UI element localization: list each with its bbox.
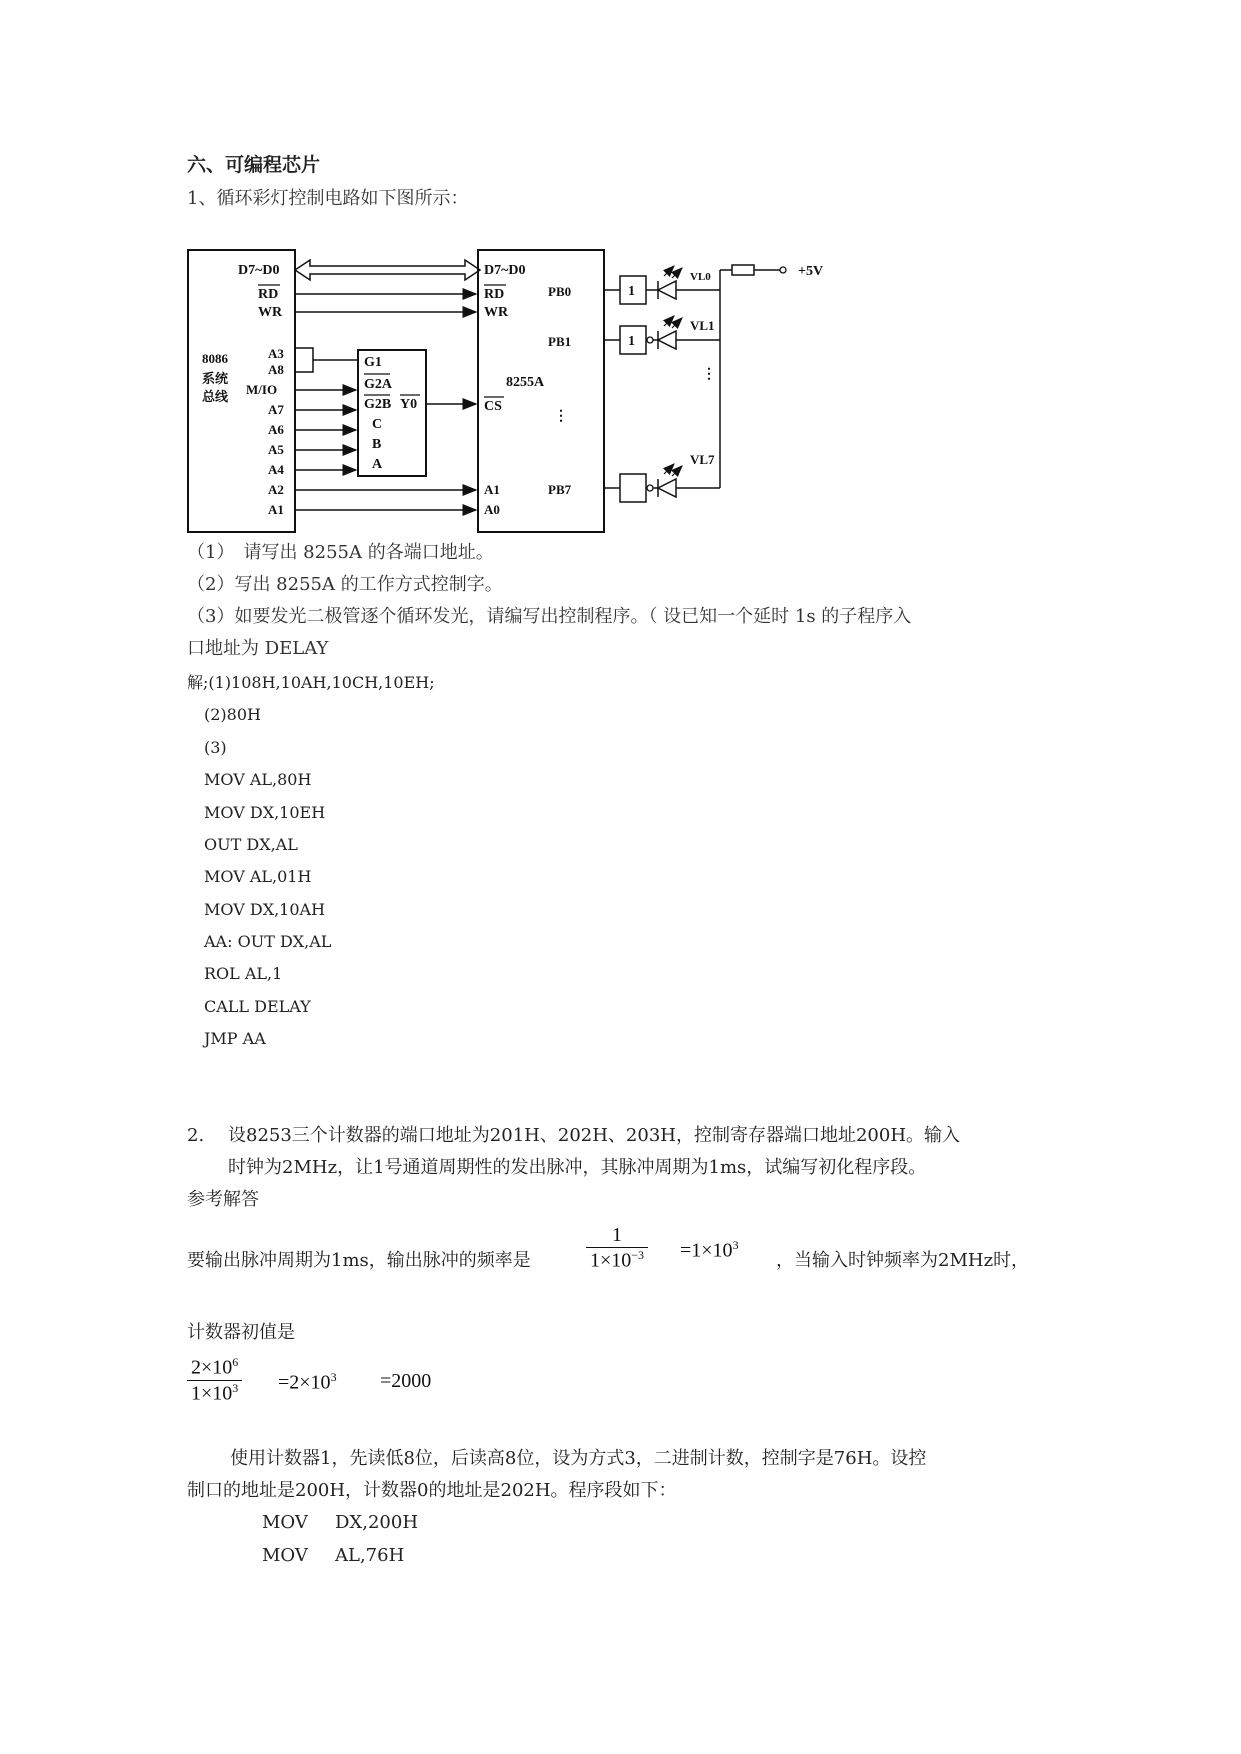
q2-code-op: MOV bbox=[262, 1512, 308, 1533]
freq-prefix: 要输出脉冲周期为1ms，输出脉冲的频率是 bbox=[187, 1250, 531, 1271]
bus-name-1: 8086 bbox=[202, 351, 228, 366]
led-1 bbox=[658, 316, 682, 349]
ppi-a1-label: A1 bbox=[484, 482, 500, 497]
q2-code-args: AL,76H bbox=[335, 1545, 405, 1566]
port-pb0: PB0 bbox=[548, 284, 572, 299]
led-0-label: VL0 bbox=[690, 271, 711, 283]
ppi-cs-label: CS bbox=[484, 399, 502, 414]
q1-answer-1: 解;(1)108H,10AH,10CH,10EH; bbox=[187, 673, 435, 692]
led-dots: ⋮ bbox=[702, 367, 716, 382]
data-bus-arrow bbox=[295, 260, 480, 280]
buffer-1-label: 1 bbox=[628, 334, 635, 349]
code-line: CALL DELAY bbox=[204, 997, 311, 1016]
ppi-data-label: D7~D0 bbox=[484, 263, 526, 278]
bus-wr-label: WR bbox=[258, 305, 283, 320]
circuit-diagram bbox=[180, 238, 860, 538]
dec-g2a: G2A bbox=[364, 377, 392, 392]
init-fraction bbox=[187, 1355, 242, 1405]
q2-para-2: 制口的地址是200H，计数器0的地址是202H。程序段如下： bbox=[187, 1480, 677, 1501]
buffer-0-label: 1 bbox=[628, 284, 635, 299]
freq-equals-exp: 3 bbox=[732, 1238, 739, 1252]
dec-c: C bbox=[372, 417, 383, 432]
resistor bbox=[732, 265, 754, 275]
q1-question-1: （1） 请写出 8255A 的各端口地址。 bbox=[187, 542, 494, 563]
freq-denominator-exp: −3 bbox=[631, 1248, 645, 1262]
init-label: 计数器初值是 bbox=[187, 1322, 295, 1343]
code-line: MOV AL,01H bbox=[204, 867, 312, 886]
q1-question-3-cont: 口地址为 DELAY bbox=[187, 638, 329, 659]
bus-data-label: D7~D0 bbox=[238, 263, 280, 278]
q2-ref-answer: 参考解答 bbox=[187, 1189, 259, 1210]
pin-a7: A7 bbox=[268, 402, 284, 417]
bus-rd-label: RD bbox=[258, 287, 279, 302]
q1-answer-3: (3) bbox=[204, 738, 227, 757]
led-7-label: VL7 bbox=[690, 452, 715, 467]
bus-name-3: 总线 bbox=[202, 389, 229, 404]
pin-a6: A6 bbox=[268, 422, 284, 437]
freq-equals-text: =1×10 bbox=[680, 1239, 733, 1262]
q2-para-1: 使用计数器1，先读低8位，后读高8位，设为方式3，二进制计数，控制字是76H。设控 bbox=[230, 1448, 927, 1469]
code-line: OUT DX,AL bbox=[204, 835, 298, 854]
q2-code-args: DX,200H bbox=[335, 1512, 419, 1533]
code-line: ROL AL,1 bbox=[204, 964, 283, 983]
q2-code-op: MOV bbox=[262, 1545, 308, 1566]
pin-a1: A1 bbox=[268, 502, 284, 517]
freq-numerator: 1 bbox=[586, 1224, 648, 1248]
code-line: AA: OUT DX,AL bbox=[204, 932, 332, 951]
code-line: MOV AL,80H bbox=[204, 770, 312, 789]
supply-label: +5V bbox=[798, 264, 824, 279]
pin-a3: A3 bbox=[268, 346, 284, 361]
code-line: MOV DX,10AH bbox=[204, 900, 326, 919]
ppi-rd-label: RD bbox=[484, 287, 505, 302]
freq-fraction bbox=[586, 1224, 648, 1273]
dec-b: B bbox=[372, 437, 382, 452]
code-line: MOV DX,10EH bbox=[204, 803, 326, 822]
init-equals-exp: 3 bbox=[330, 1370, 337, 1384]
freq-equals bbox=[680, 1238, 739, 1263]
init-denominator-exp: 3 bbox=[232, 1380, 239, 1395]
init-denominator: 1×10 bbox=[191, 1382, 233, 1405]
port-pb7: PB7 bbox=[548, 482, 572, 497]
ppi-dots: ⋮ bbox=[554, 409, 568, 424]
q2-number: 2. bbox=[187, 1125, 205, 1146]
q1-question-3: （3）如要发光二极管逐个循环发光，请编写出控制程序。（ 设已知一个延时 1s 的子程序入 bbox=[187, 606, 912, 627]
q1-intro: 1、循环彩灯控制电路如下图所示： bbox=[187, 188, 469, 209]
freq-suffix: ，当输入时钟频率为2MHz时， bbox=[776, 1250, 1030, 1271]
section-title: 六、可编程芯片 bbox=[187, 154, 321, 176]
q1-question-2: （2）写出 8255A 的工作方式控制字。 bbox=[187, 574, 503, 595]
ppi-wr-label: WR bbox=[484, 305, 509, 320]
pin-a4: A4 bbox=[268, 462, 284, 477]
init-result: =2000 bbox=[380, 1370, 432, 1392]
bus-name-2: 系统 bbox=[202, 371, 229, 386]
pin-a8: A8 bbox=[268, 362, 284, 377]
dec-y0: Y0 bbox=[400, 397, 418, 412]
init-numerator: 2×10 bbox=[191, 1356, 233, 1379]
led-7 bbox=[658, 464, 682, 497]
init-numerator-exp: 6 bbox=[232, 1355, 239, 1369]
init-equals-text: =2×10 bbox=[278, 1371, 331, 1394]
dec-a: A bbox=[372, 457, 383, 472]
q1-answer-2: (2)80H bbox=[204, 705, 261, 724]
q2-text-1: 设8253三个计数器的端口地址为201H、202H、203H，控制寄存器端口地址200H。输入 bbox=[228, 1125, 961, 1146]
ppi-a0-label: A0 bbox=[484, 502, 500, 517]
dec-g2b: G2B bbox=[364, 397, 392, 412]
ppi-name: 8255A bbox=[506, 375, 545, 390]
led-1-label: VL1 bbox=[690, 318, 715, 333]
pin-a5: A5 bbox=[268, 442, 284, 457]
pin-mio: M/IO bbox=[246, 382, 278, 397]
code-line: JMP AA bbox=[204, 1029, 266, 1048]
freq-denominator: 1×10 bbox=[590, 1249, 632, 1272]
or-gate bbox=[295, 348, 313, 372]
buffer-7 bbox=[620, 474, 646, 502]
pin-a2: A2 bbox=[268, 482, 284, 497]
dec-g1: G1 bbox=[364, 355, 382, 370]
init-equals bbox=[278, 1370, 337, 1395]
led-0 bbox=[658, 266, 682, 299]
port-pb1: PB1 bbox=[548, 334, 572, 349]
q2-text-2: 时钟为2MHz，让1号通道周期性的发出脉冲，其脉冲周期为1ms，试编写初化程序段。 bbox=[228, 1157, 927, 1178]
